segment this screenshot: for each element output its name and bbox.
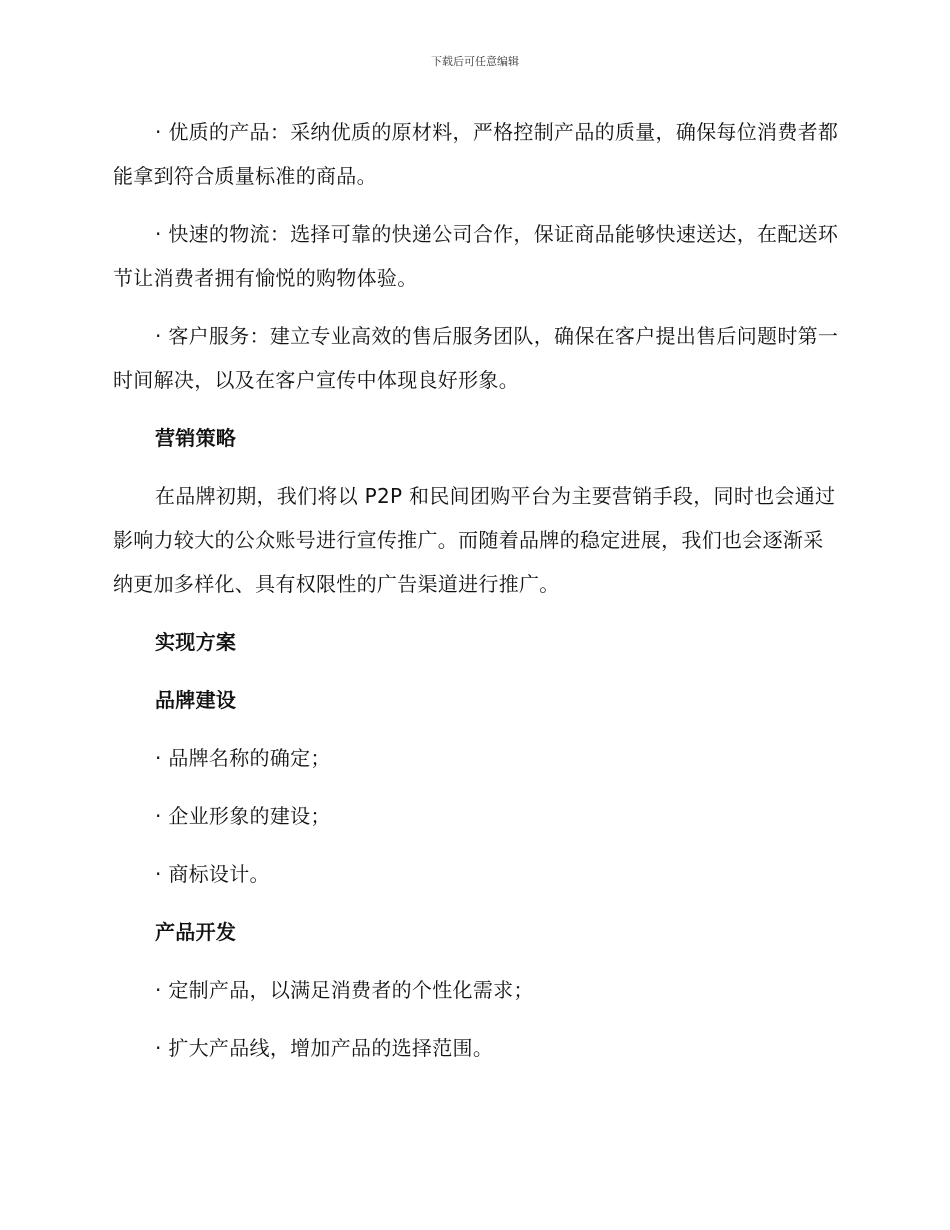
- brand-heading: 品牌建设: [155, 688, 237, 712]
- marketing-heading: 营销策略: [155, 426, 237, 450]
- plan-heading: 实现方案: [155, 630, 237, 654]
- marketing-paragraph: 在品牌初期，我们将以 P2P 和民间团购平台为主要营销手段，同时也会通过影响力较大的公众账号进行宣传推广。而随着品牌的稳定进展，我们也会逐渐采纳更加多样化、具有权限性的广告渠道进行推广。: [113, 484, 836, 596]
- document-body: [113, 110, 839, 1070]
- brand-list-item: · 商标设计。: [155, 862, 270, 886]
- logistics-paragraph: · 快速的物流：选择可靠的快递公司合作，保证商品能够快速送达，在配送环节让消费者拥有愉悦的购物体验。: [113, 222, 839, 290]
- brand-list-item: · 品牌名称的确定；: [155, 746, 331, 770]
- product-list-item: · 扩大产品线，增加产品的选择范围。: [155, 1036, 494, 1060]
- quality-paragraph: · 优质的产品：采纳优质的原材料，严格控制产品的质量，确保每位消费者都能拿到符合质量标准的商品。: [113, 120, 839, 188]
- service-paragraph: · 客户服务：建立专业高效的售后服务团队，确保在客户提出售后问题时第一时间解决，以及在客户宣传中体现良好形象。: [113, 324, 839, 392]
- page-header: 下载后可任意编辑: [431, 55, 519, 68]
- brand-list-item: · 企业形象的建设；: [155, 804, 331, 828]
- product-list-item: · 定制产品，以满足消费者的个性化需求；: [155, 978, 534, 1002]
- product-heading: 产品开发: [155, 920, 237, 944]
